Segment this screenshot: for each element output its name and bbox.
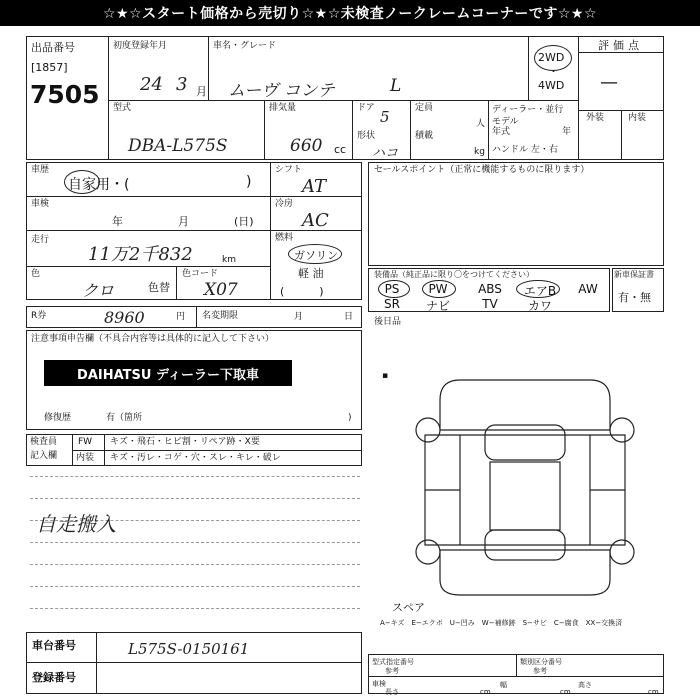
equipment-label: 装備品（純正品に限り〇をつけてください） [374,270,534,279]
drive-dot: ・ [548,65,559,78]
damage-legend: A−キズ E−エクボ U−凹み W−補修跡 S−サビ C−腐食 XX−交換済 [380,619,623,627]
history-value: 自家用・( [68,177,130,193]
equip-pw: PW [428,282,448,296]
doors-value: 5 [380,108,390,126]
dims-l2: 長さ [385,688,399,696]
repair-close: ) [348,413,352,423]
car-name-value: ムーヴ コンテ [228,81,335,101]
cooling-value: AC [302,210,329,231]
inspector-label1: 検査員 [30,437,58,447]
first-reg-month: 3 [176,74,188,95]
name-change-day: 日 [344,312,354,322]
lot-prefix: [1857] [31,61,68,74]
shift-value: AT [302,176,327,197]
color-code-value: X07 [204,280,238,300]
drive-4wd: 4WD [538,79,565,92]
category-l1: 類別区分番号 [520,658,562,666]
note-line [30,608,360,609]
note-line [30,476,360,477]
color-code-label: 色コード [182,269,219,279]
recycle-value: 8960 [104,308,145,327]
dealer-line3: 年式 [492,127,511,137]
model-label: 型式 [113,103,132,113]
score-value: — [600,72,618,93]
sales-point-box [368,162,664,266]
inspection-year: 年 [112,215,123,228]
capacity-unit: 人 [476,119,486,129]
car-diagram [400,370,650,610]
inspection-label: 車検 [31,199,50,209]
color-change-label: 色替 [148,281,170,294]
capacity-label: 定員 [415,103,434,113]
lot-number: 7505 [30,80,100,109]
score-ext: 外装 [586,113,605,123]
header-banner: ☆★☆スタート価格から売切り☆★☆未検査ノークレームコーナーです☆★☆ [0,0,700,26]
registration-label: 登録番号 [32,671,76,684]
inspector-fw: FW [78,437,93,447]
load-label: 積載 [415,131,434,141]
recycle-row [26,306,362,328]
dims-l1: 車検 [372,680,386,688]
equip-airbag-circle [516,280,560,298]
first-reg-month-unit: 月 [196,85,207,98]
ps-marker: ▪ [382,371,389,381]
inspection-day: (日) [234,215,254,228]
first-reg-label: 初度登録年月 [113,41,168,51]
mileage-label: 走行 [31,235,50,245]
dealer-tradein-stamp: DAIHATSU ディーラー下取車 [44,360,292,386]
score-label: 評価点 [598,39,643,52]
car-name-label: 車名・グレード [213,41,277,51]
mileage-unit: km [222,255,236,265]
fuel-other: ( ) [280,285,324,298]
lot-label: 出品番号 [31,41,75,54]
equip-ps: PS [384,282,400,296]
warranty-label: 新車保証書 [614,270,654,279]
displacement-label: 排気量 [269,103,297,113]
shape-label: 形状 [357,131,376,141]
history-label: 車歴 [31,165,50,175]
repair-value: 有（箇所 [106,413,143,423]
warranty-options: 有・無 [618,291,651,304]
inspector-fw-text: キズ・飛石・ヒビ割・リペア跡・X要 [110,437,260,447]
cooling-label: 冷房 [275,199,294,209]
inspector-interior: 内装 [76,453,95,463]
shape-value: ハコ [372,146,399,161]
note-line [30,498,360,499]
equip-navi: ナビ [425,299,450,313]
fuel-gasoline: ガソリン [294,249,338,262]
category-l2: 参考 [533,667,547,675]
equip-pw-circle [422,280,456,298]
note-line [30,586,360,587]
equip-airbag: エアB [523,284,557,298]
equip-leather: カワ [527,299,552,313]
chassis-value: L575S-0150161 [128,640,250,658]
name-change-month: 月 [294,312,304,322]
recycle-label: R券 [31,311,47,321]
first-reg-year: 24 [140,74,163,95]
chassis-label: 車台番号 [32,639,76,652]
equip-ps-circle [378,280,410,298]
displacement-value: 660 [290,136,323,156]
repair-label: 修復歴 [44,413,72,423]
load-unit: kg [474,147,485,157]
inspector-label2: 記入欄 [30,451,58,461]
sales-point-label: セールスポイント（正常に機能するものに限ります） [374,165,590,175]
mileage-value: 11万2千832 [88,244,193,265]
notes-label: 注意事項申告欄（不具合内容等は具体的に記入して下さい） [31,334,275,344]
rear-seat-label: 後日品 [374,317,402,327]
displacement-unit: cc [334,143,347,156]
model-value: DBA-L575S [128,136,228,156]
equip-tv: TV [482,297,498,311]
inspection-month: 月 [178,215,189,228]
dims-height: 高さ [578,681,592,689]
dims-cm3: cm [648,688,659,696]
spare-label: スペア [392,601,425,614]
fuel-label: 燃料 [275,233,294,243]
note-line [30,542,360,543]
dims-width: 幅 [500,681,507,689]
name-change-label: 名変期限 [202,311,239,321]
dealer-line3-unit: 年 [562,127,572,137]
equip-aw: AW [578,282,598,296]
dealer-line1: ディーラー・並行 [492,105,564,115]
handwritten-note: 自走搬入 [36,512,116,536]
equip-abs: ABS [478,282,502,296]
shift-label: シフト [275,165,303,175]
drive-2wd: 2WD [538,51,565,64]
dealer-line2: モデル [492,117,519,127]
history-close: ) [246,174,252,190]
score-int: 内装 [628,113,647,123]
dims-cm1: cm [480,688,491,696]
note-line [30,564,360,565]
equip-sr: SR [384,297,400,311]
inspector-interior-text: キズ・汚レ・コゲ・穴・スレ・キレ・破レ [110,453,281,463]
doors-label: ドア [357,103,375,113]
recycle-unit: 円 [176,312,186,322]
color-label: 色 [31,269,41,279]
dims-cm2: cm [560,688,571,696]
dealer-handle: ハンドル 左・右 [492,145,558,155]
model-code-l1: 型式指定番号 [372,658,414,666]
car-grade: L [390,76,402,96]
fuel-diesel: 軽 油 [298,267,324,280]
model-code-l2: 参考 [385,667,399,675]
color-value: クロ [82,281,115,300]
